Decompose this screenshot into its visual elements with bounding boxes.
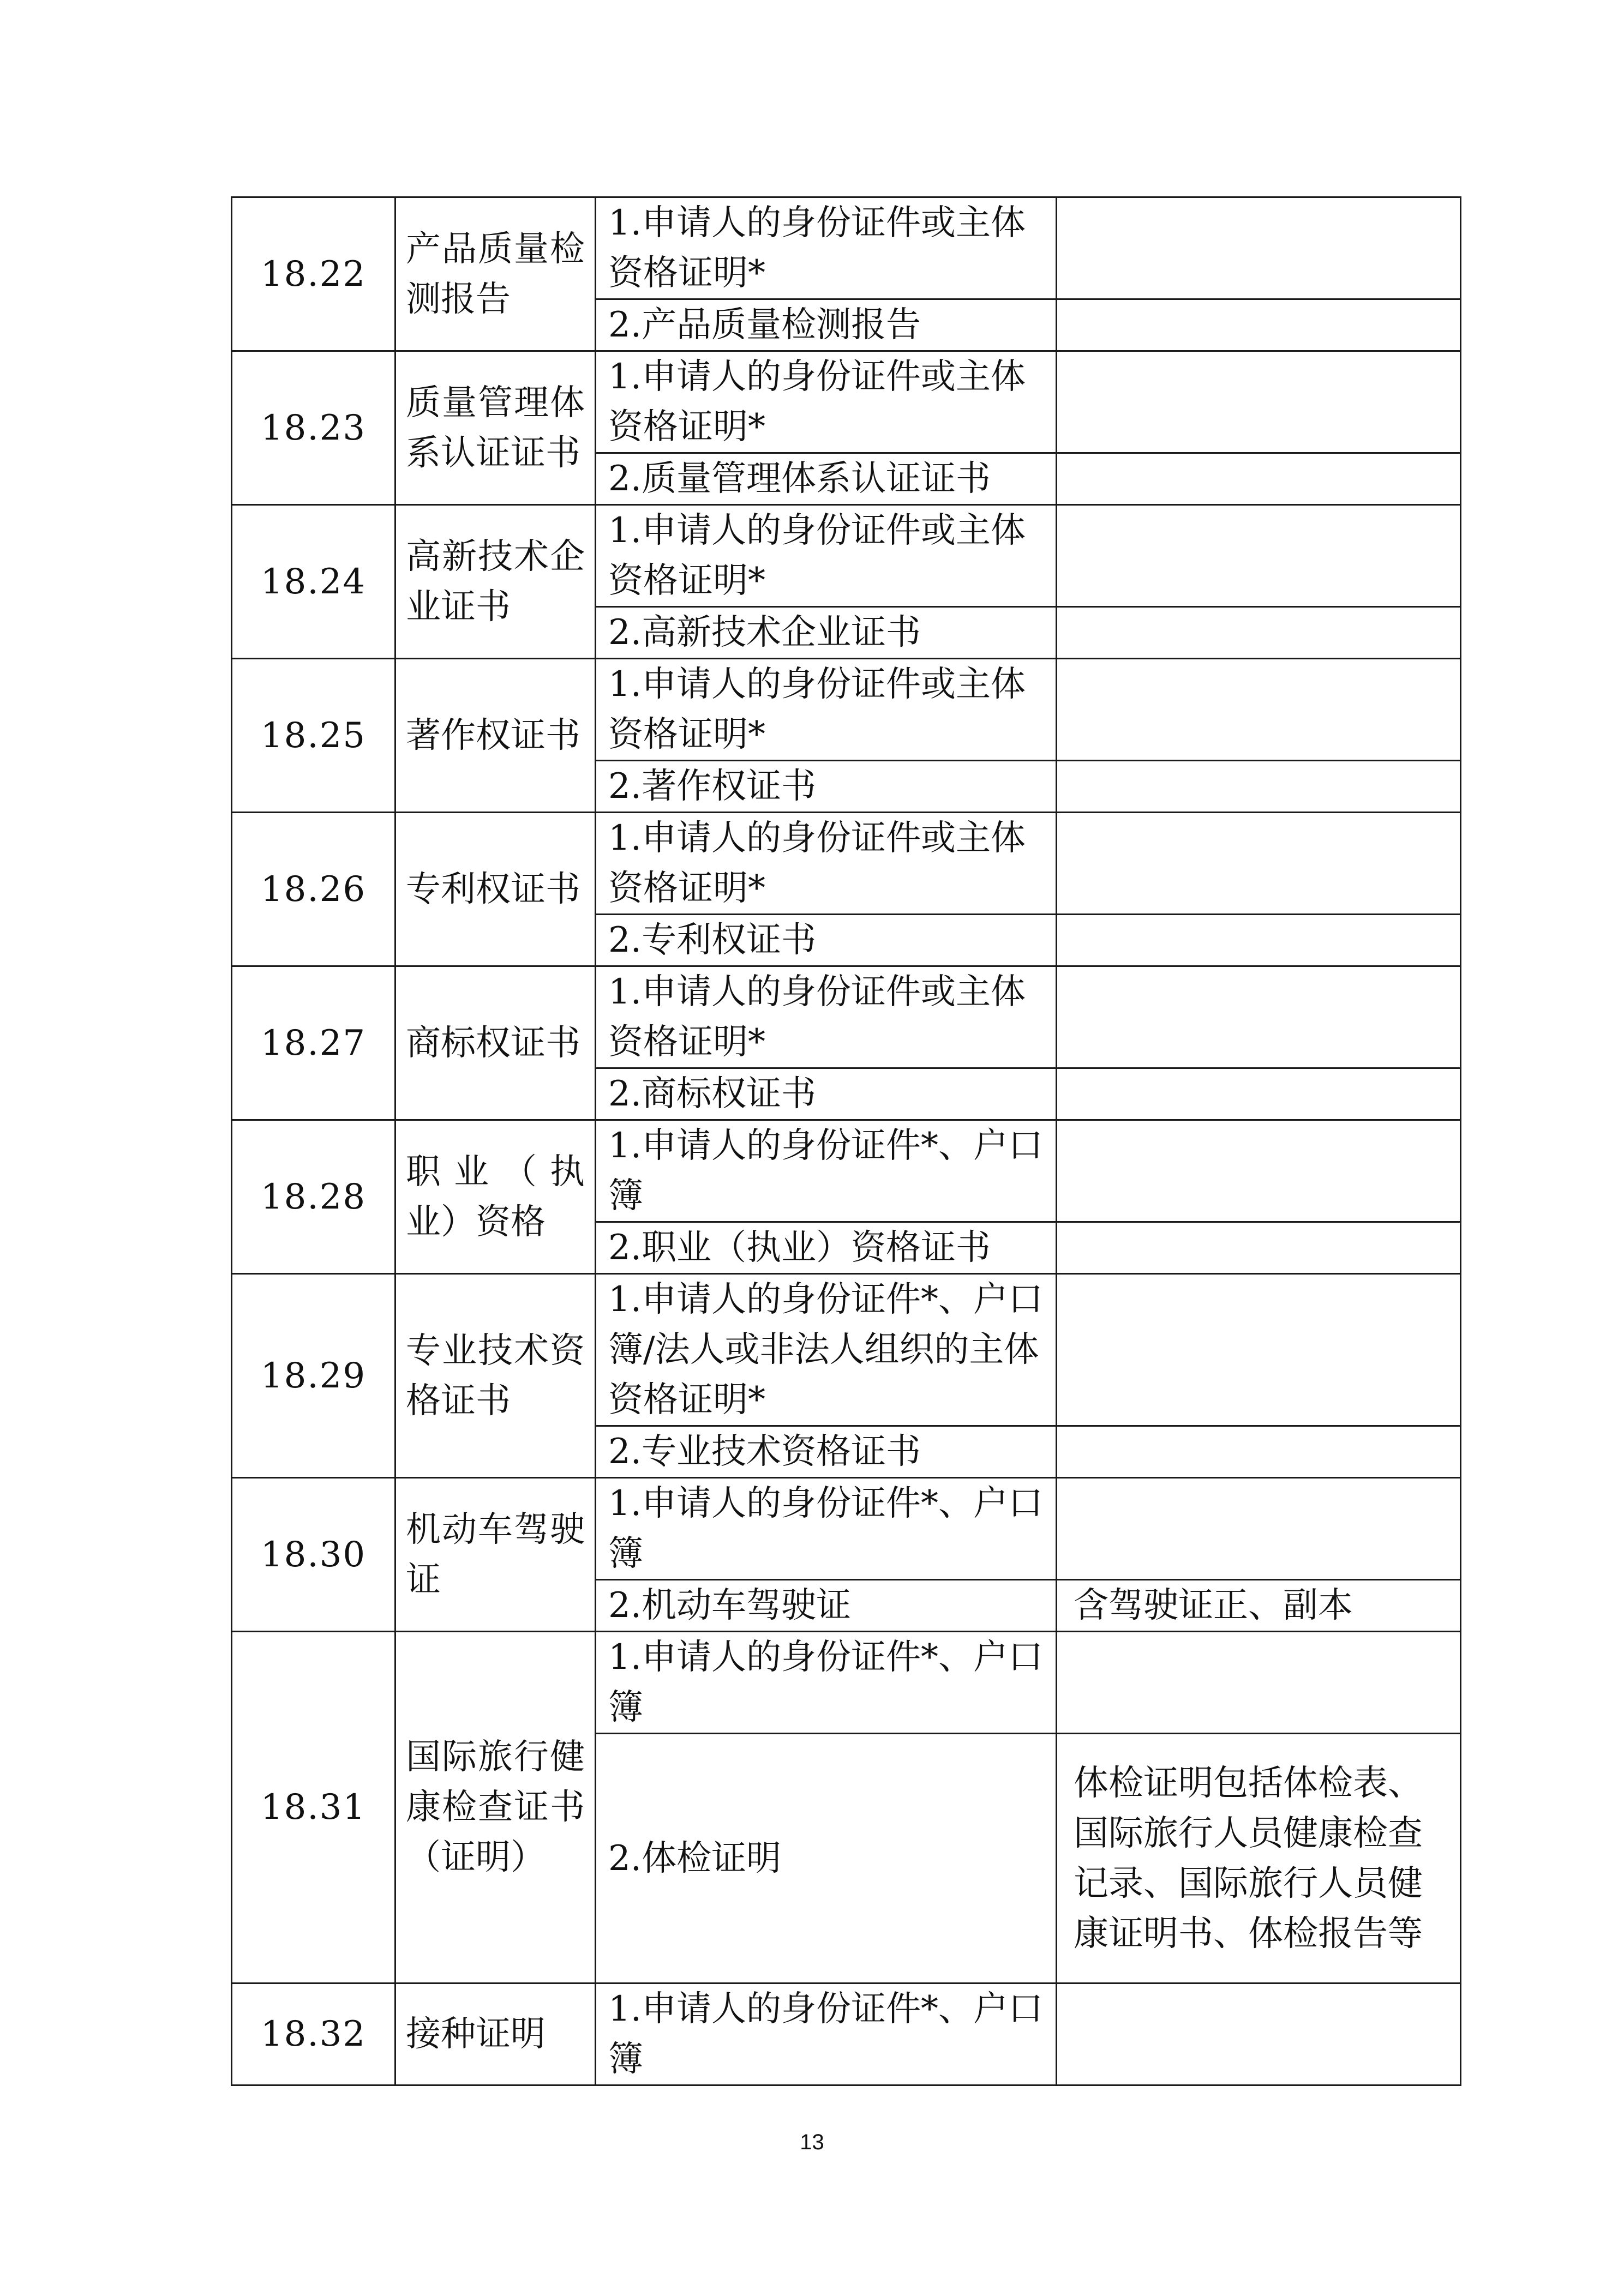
item-code: 18.22: [232, 197, 395, 351]
item-name: 产品质量检测报告: [395, 197, 596, 351]
material-note: [1057, 915, 1461, 966]
table-row: [232, 1632, 1461, 1734]
item-code: 18.31: [232, 1632, 395, 1984]
material-note: [1057, 1426, 1461, 1478]
item-code: 18.27: [232, 966, 395, 1120]
required-material: 1.申请人的身份证件或主体资格证明*: [596, 966, 1057, 1068]
required-material: 1.申请人的身份证件*、户口簿: [596, 1478, 1057, 1580]
material-note: [1057, 607, 1461, 659]
material-note: [1057, 761, 1461, 813]
item-code: 18.30: [232, 1478, 395, 1632]
material-note: [1057, 197, 1461, 299]
item-name: 机动车驾驶证: [395, 1478, 596, 1632]
required-material: 2.机动车驾驶证: [596, 1580, 1057, 1632]
required-material: 2.体检证明: [596, 1734, 1057, 1984]
page-number: 13: [800, 2130, 824, 2154]
required-material: 2.专业技术资格证书: [596, 1426, 1057, 1478]
item-code: 18.32: [232, 1984, 395, 2085]
required-material: 1.申请人的身份证件*、户口簿: [596, 1120, 1057, 1222]
table-row: [232, 813, 1461, 915]
required-material: 1.申请人的身份证件或主体资格证明*: [596, 197, 1057, 299]
material-note: [1057, 453, 1461, 505]
material-note: [1057, 1120, 1461, 1222]
item-name: 专业技术资格证书: [395, 1274, 596, 1478]
item-code: 18.29: [232, 1274, 395, 1478]
item-name: 著作权证书: [395, 659, 596, 813]
material-note: 含驾驶证正、副本: [1057, 1580, 1461, 1632]
table-row: [232, 966, 1461, 1068]
certificate-materials-table: [231, 196, 1461, 2086]
required-material: 1.申请人的身份证件*、户口簿: [596, 1632, 1057, 1734]
material-note: [1057, 966, 1461, 1068]
material-note: [1057, 1632, 1461, 1734]
item-name: 职业（执业）资格: [395, 1120, 596, 1274]
item-name: 国际旅行健康检查证书（证明）: [395, 1632, 596, 1984]
item-name: 高新技术企业证书: [395, 505, 596, 659]
item-code: 18.24: [232, 505, 395, 659]
table-row: [232, 1120, 1461, 1222]
item-name: 接种证明: [395, 1984, 596, 2085]
item-code: 18.25: [232, 659, 395, 813]
material-note: [1057, 1068, 1461, 1120]
material-note: [1057, 1984, 1461, 2085]
item-name: 专利权证书: [395, 813, 596, 966]
table-row: [232, 1274, 1461, 1426]
required-material: 1.申请人的身份证件*、户口簿/法人或非法人组织的主体资格证明*: [596, 1274, 1057, 1426]
item-code: 18.23: [232, 351, 395, 505]
material-note: 体检证明包括体检表、国际旅行人员健康检查记录、国际旅行人员健康证明书、体检报告等: [1057, 1734, 1461, 1984]
required-material: 2.产品质量检测报告: [596, 299, 1057, 351]
item-name: 质量管理体系认证证书: [395, 351, 596, 505]
table-row: [232, 1984, 1461, 2085]
required-material: 2.职业（执业）资格证书: [596, 1222, 1057, 1274]
required-material: 2.高新技术企业证书: [596, 607, 1057, 659]
item-code: 18.28: [232, 1120, 395, 1274]
required-material: 1.申请人的身份证件或主体资格证明*: [596, 351, 1057, 453]
table-row: [232, 351, 1461, 453]
material-note: [1057, 1478, 1461, 1580]
item-name: 商标权证书: [395, 966, 596, 1120]
material-note: [1057, 659, 1461, 761]
material-note: [1057, 505, 1461, 607]
required-material: 1.申请人的身份证件或主体资格证明*: [596, 659, 1057, 761]
table-row: [232, 1478, 1461, 1580]
material-note: [1057, 1274, 1461, 1426]
required-material: 2.质量管理体系认证证书: [596, 453, 1057, 505]
table-body: [232, 197, 1461, 2085]
table-row: [232, 505, 1461, 607]
required-material: 2.商标权证书: [596, 1068, 1057, 1120]
required-material: 1.申请人的身份证件*、户口簿: [596, 1984, 1057, 2085]
table-row: [232, 197, 1461, 299]
required-material: 1.申请人的身份证件或主体资格证明*: [596, 505, 1057, 607]
material-note: [1057, 299, 1461, 351]
item-code: 18.26: [232, 813, 395, 966]
required-material: 2.专利权证书: [596, 915, 1057, 966]
material-note: [1057, 351, 1461, 453]
table-row: [232, 659, 1461, 761]
material-note: [1057, 1222, 1461, 1274]
required-material: 2.著作权证书: [596, 761, 1057, 813]
material-note: [1057, 813, 1461, 915]
required-material: 1.申请人的身份证件或主体资格证明*: [596, 813, 1057, 915]
